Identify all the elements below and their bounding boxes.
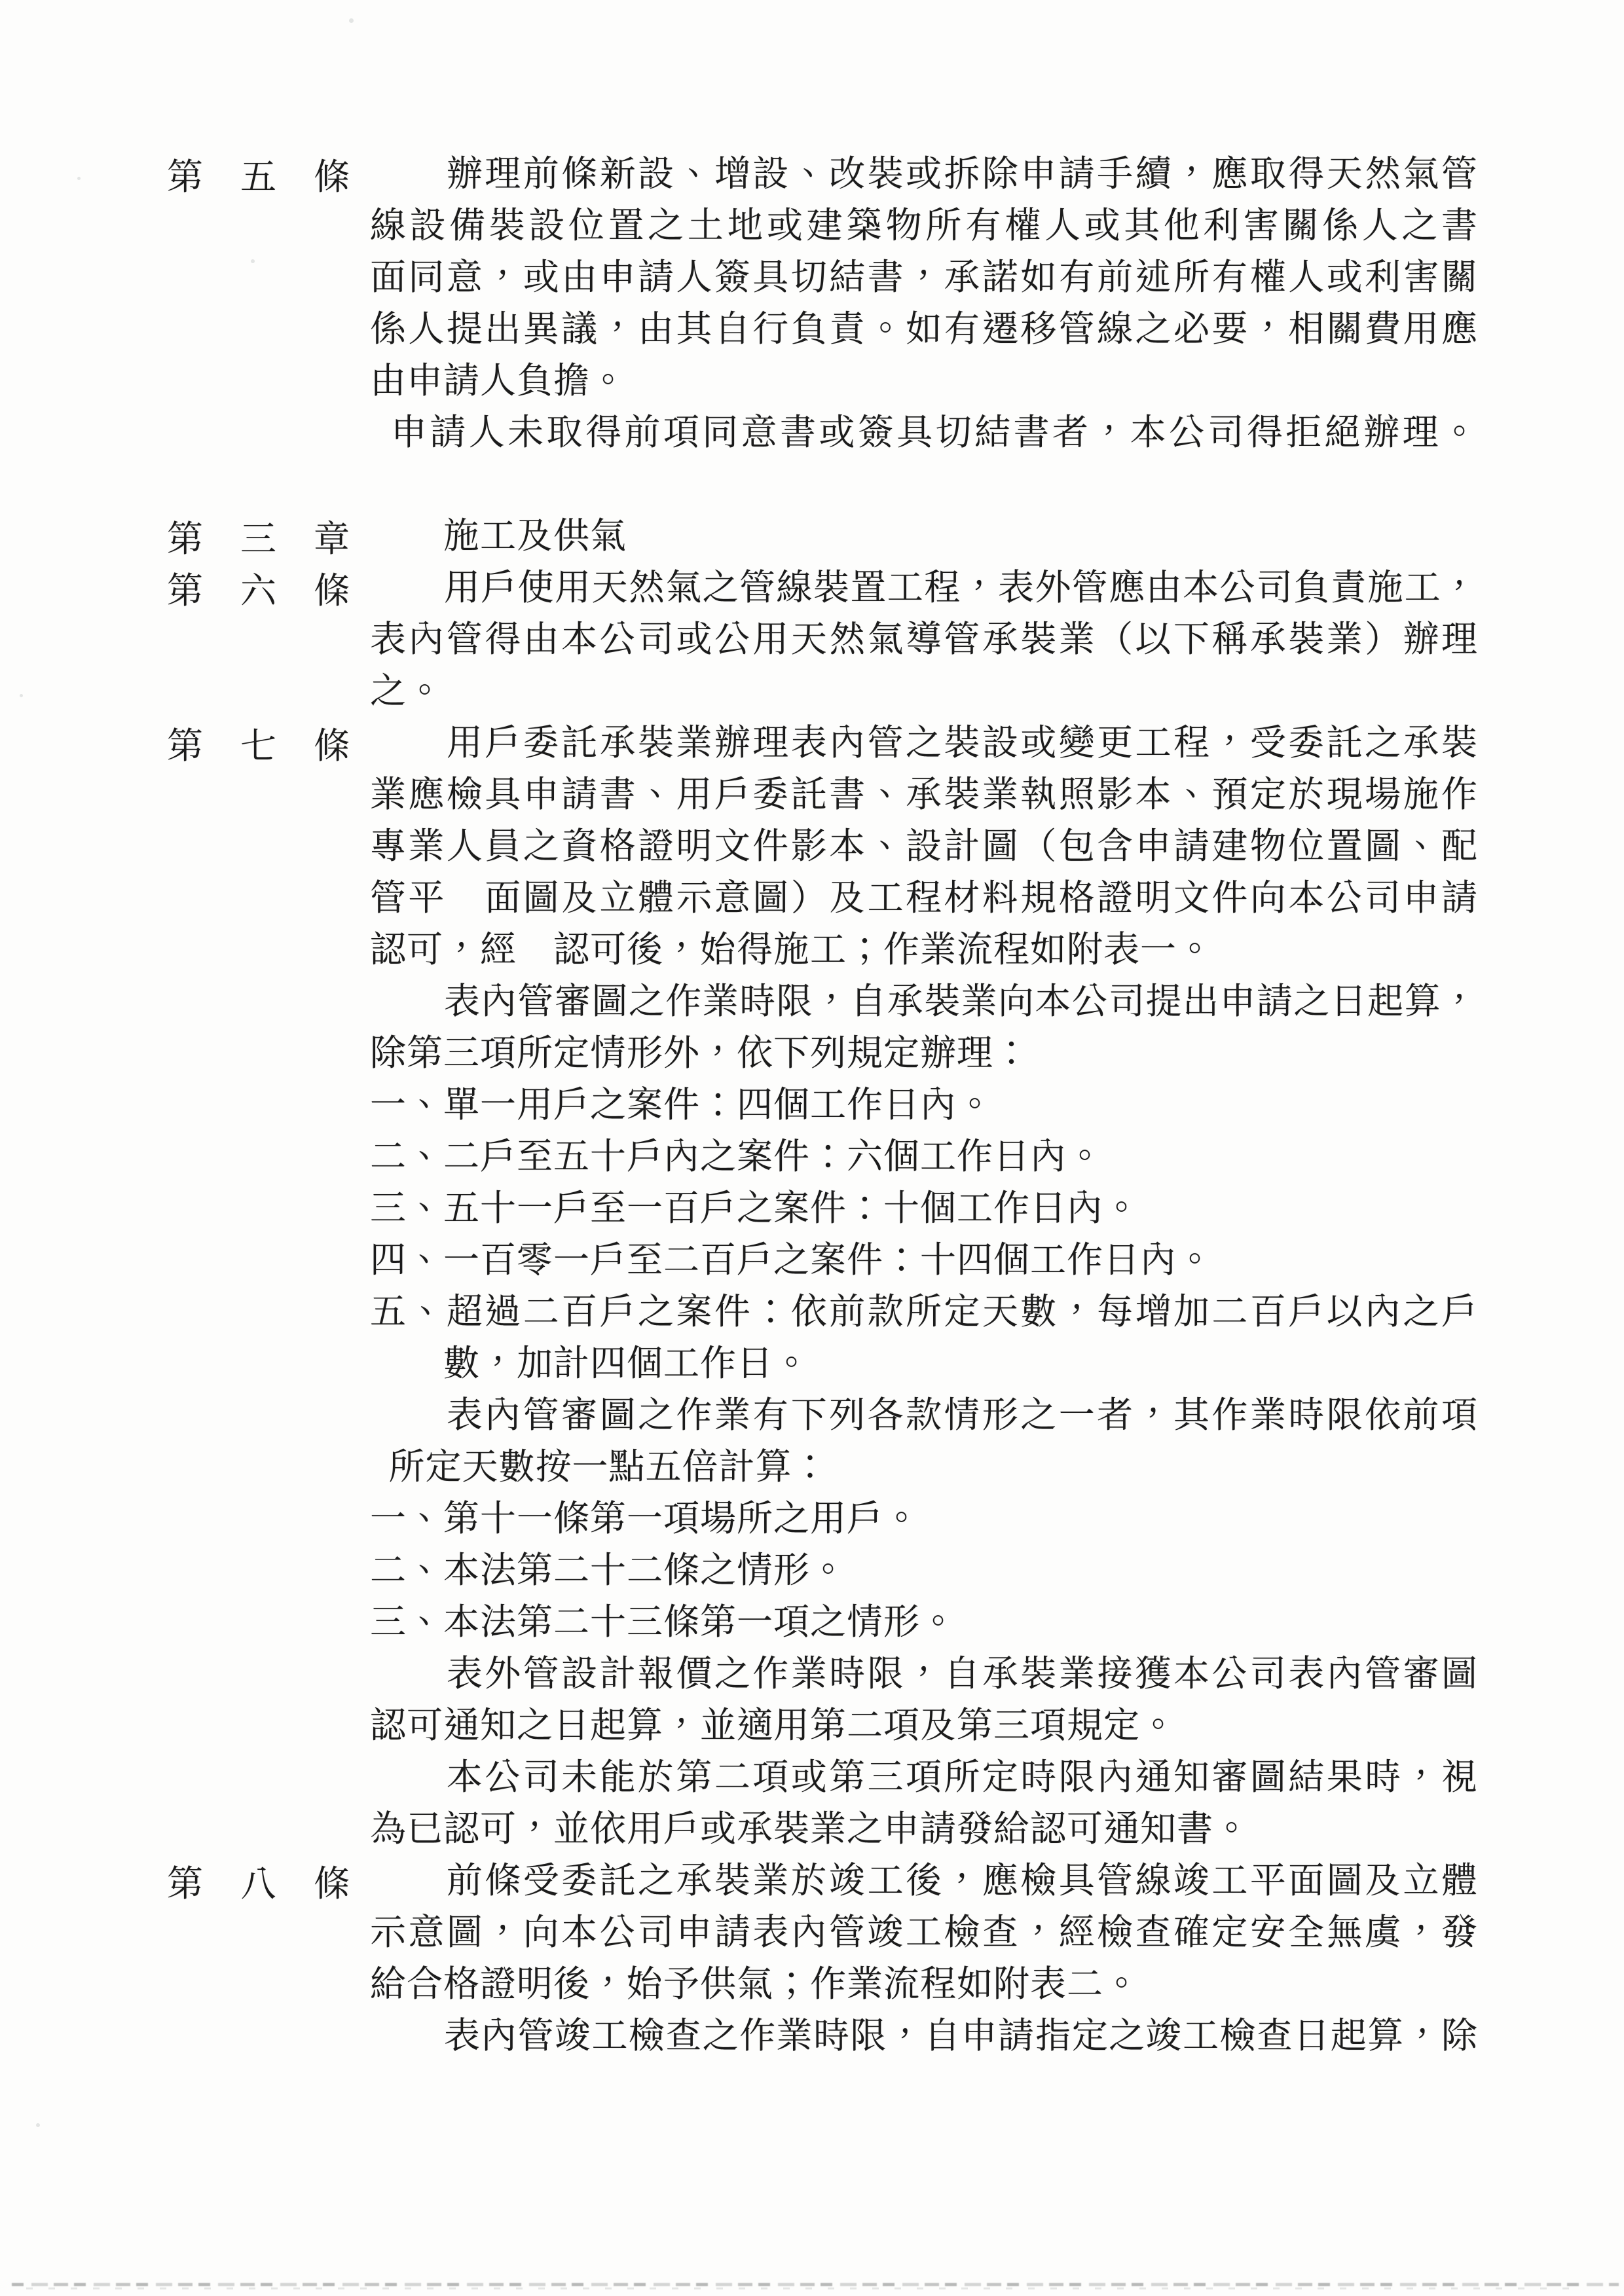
document-line [167, 1803, 1478, 1855]
line-text: 五、超過二百戶之案件：依前款所定天數，每增加二百戶以內之戶 [370, 1292, 1478, 1332]
line-text: 表外管設計報價之作業時限，自承裝業接獲本公司表內管審圖 [370, 1654, 1478, 1694]
scan-artifact-bottom-line [12, 2283, 1619, 2286]
document-line [167, 1441, 1478, 1493]
line-text: 一、單一用戶之案件：四個工作日內。 [370, 1085, 994, 1125]
document-line [167, 1027, 1478, 1079]
line-text: 所定天數按一點五倍計算： [370, 1447, 829, 1487]
scan-speck [251, 259, 255, 263]
document-line [167, 1596, 1478, 1648]
document-line [167, 820, 1478, 872]
line-text: 四、一百零一戶至二百戶之案件：十四個工作日內。 [370, 1240, 1214, 1280]
document-line [167, 458, 1478, 510]
scan-artifact-bottom-line-2 [26, 2287, 1585, 2289]
document-line [167, 1544, 1478, 1596]
document-line [167, 407, 1478, 458]
line-text: 示意圖，向本公司申請表內管竣工檢查，經檢查確定安全無虞，發 [370, 1912, 1478, 1952]
line-text: 本公司未能於第二項或第三項所定時限內通知審圖結果時，視 [370, 1757, 1478, 1797]
line-text: 認可通知之日起算，並適用第二項及第三項規定。 [370, 1705, 1177, 1745]
article-label: 第 七 條 [167, 726, 351, 766]
document-line [167, 1079, 1478, 1131]
document-line [167, 1389, 1478, 1441]
line-text: 認可，經 認可後，始得施工；作業流程如附表一。 [370, 930, 1214, 970]
document-line [167, 1906, 1478, 1958]
document-line [167, 510, 1478, 562]
document-line [167, 251, 1478, 303]
scan-speck [77, 177, 81, 180]
line-text: 數，加計四個工作日。 [370, 1343, 811, 1383]
article-label: 第 五 條 [167, 157, 351, 197]
line-text: 由申請人負擔。 [370, 361, 627, 401]
line-text: 除第三項所定情形外，依下列規定辦理： [370, 1033, 1031, 1073]
line-text: 施工及供氣 [370, 516, 627, 556]
document-line [167, 1958, 1478, 2010]
line-text: 表內管得由本公司或公用天然氣導管承裝業（以下稱承裝業）辦理 [370, 619, 1478, 659]
document-line [167, 303, 1478, 355]
document-line [167, 665, 1478, 717]
line-text: 專業人員之資格證明文件影本、設計圖（包含申請建物位置圖、配 [370, 826, 1478, 866]
text-block [167, 148, 1478, 2062]
document-line [167, 1700, 1478, 1751]
document-line [167, 872, 1478, 924]
line-text: 表內管竣工檢查之作業時限，自申請指定之竣工檢查日起算，除 [370, 2016, 1478, 2056]
document-line [167, 1234, 1478, 1286]
document-line [167, 1751, 1478, 1803]
scan-speck [349, 18, 354, 23]
scan-speck [20, 694, 23, 697]
line-text: 辦理前條新設、增設、改裝或拆除申請手續，應取得天然氣管 [370, 154, 1478, 194]
article-label: 第 八 條 [167, 1864, 351, 1904]
line-text: 為已認可，並依用戶或承裝業之申請發給認可通知書。 [370, 1809, 1251, 1849]
document-line [167, 1648, 1478, 1700]
document-line [167, 355, 1478, 407]
line-text: 三、五十一戶至一百戶之案件：十個工作日內。 [370, 1188, 1141, 1228]
line-text: 申請人未取得前項同意書或簽具切結書者，本公司得拒絕辦理。 [370, 412, 1478, 452]
document-line [167, 1855, 1478, 1906]
document-line [167, 769, 1478, 820]
line-text: 三、本法第二十三條第一項之情形。 [370, 1602, 957, 1642]
line-text: 業應檢具申請書、用戶委託書、承裝業執照影本、預定於現場施作 [370, 774, 1478, 814]
document-line [167, 1286, 1478, 1338]
scan-speck [36, 2123, 40, 2127]
line-text: 二、本法第二十二條之情形。 [370, 1550, 847, 1590]
document-line [167, 200, 1478, 251]
document-line [167, 924, 1478, 975]
line-text: 一、第十一條第一項場所之用戶。 [370, 1499, 921, 1539]
article-label: 第 六 條 [167, 571, 351, 611]
document-line [167, 562, 1478, 613]
document-line [167, 1182, 1478, 1234]
line-text: 給合格證明後，始予供氣；作業流程如附表二。 [370, 1964, 1141, 2004]
line-text: 用戶委託承裝業辦理表內管之裝設或變更工程，受委託之承裝 [370, 723, 1478, 763]
line-text: 二、二戶至五十戶內之案件：六個工作日內。 [370, 1137, 1104, 1176]
line-text: 表內管審圖之作業時限，自承裝業向本公司提出申請之日起算， [370, 981, 1478, 1021]
line-text: 面同意，或由申請人簽具切結書，承諾如有前述所有權人或利害關 [370, 257, 1478, 297]
document-line [167, 1493, 1478, 1544]
document-line [167, 975, 1478, 1027]
document-line [167, 2010, 1478, 2062]
document-line [167, 717, 1478, 769]
document-line [167, 148, 1478, 200]
line-text: 係人提出異議，由其自行負責。如有遷移管線之必要，相關費用應 [370, 309, 1478, 349]
article-label: 第 三 章 [167, 519, 351, 559]
line-text: 用戶使用天然氣之管線裝置工程，表外管應由本公司負責施工， [370, 568, 1478, 608]
line-text: 之。 [370, 671, 444, 711]
document-line [167, 613, 1478, 665]
document-line [167, 1338, 1478, 1389]
document-line [167, 1131, 1478, 1182]
line-text: 表內管審圖之作業有下列各款情形之一者，其作業時限依前項 [370, 1395, 1478, 1435]
line-text: 線設備裝設位置之土地或建築物所有權人或其他利害關係人之書 [370, 206, 1478, 246]
line-text: 前條受委託之承裝業於竣工後，應檢具管線竣工平面圖及立體 [370, 1861, 1478, 1901]
line-text: 管平 面圖及立體示意圖）及工程材料規格證明文件向本公司申請 [370, 878, 1478, 918]
